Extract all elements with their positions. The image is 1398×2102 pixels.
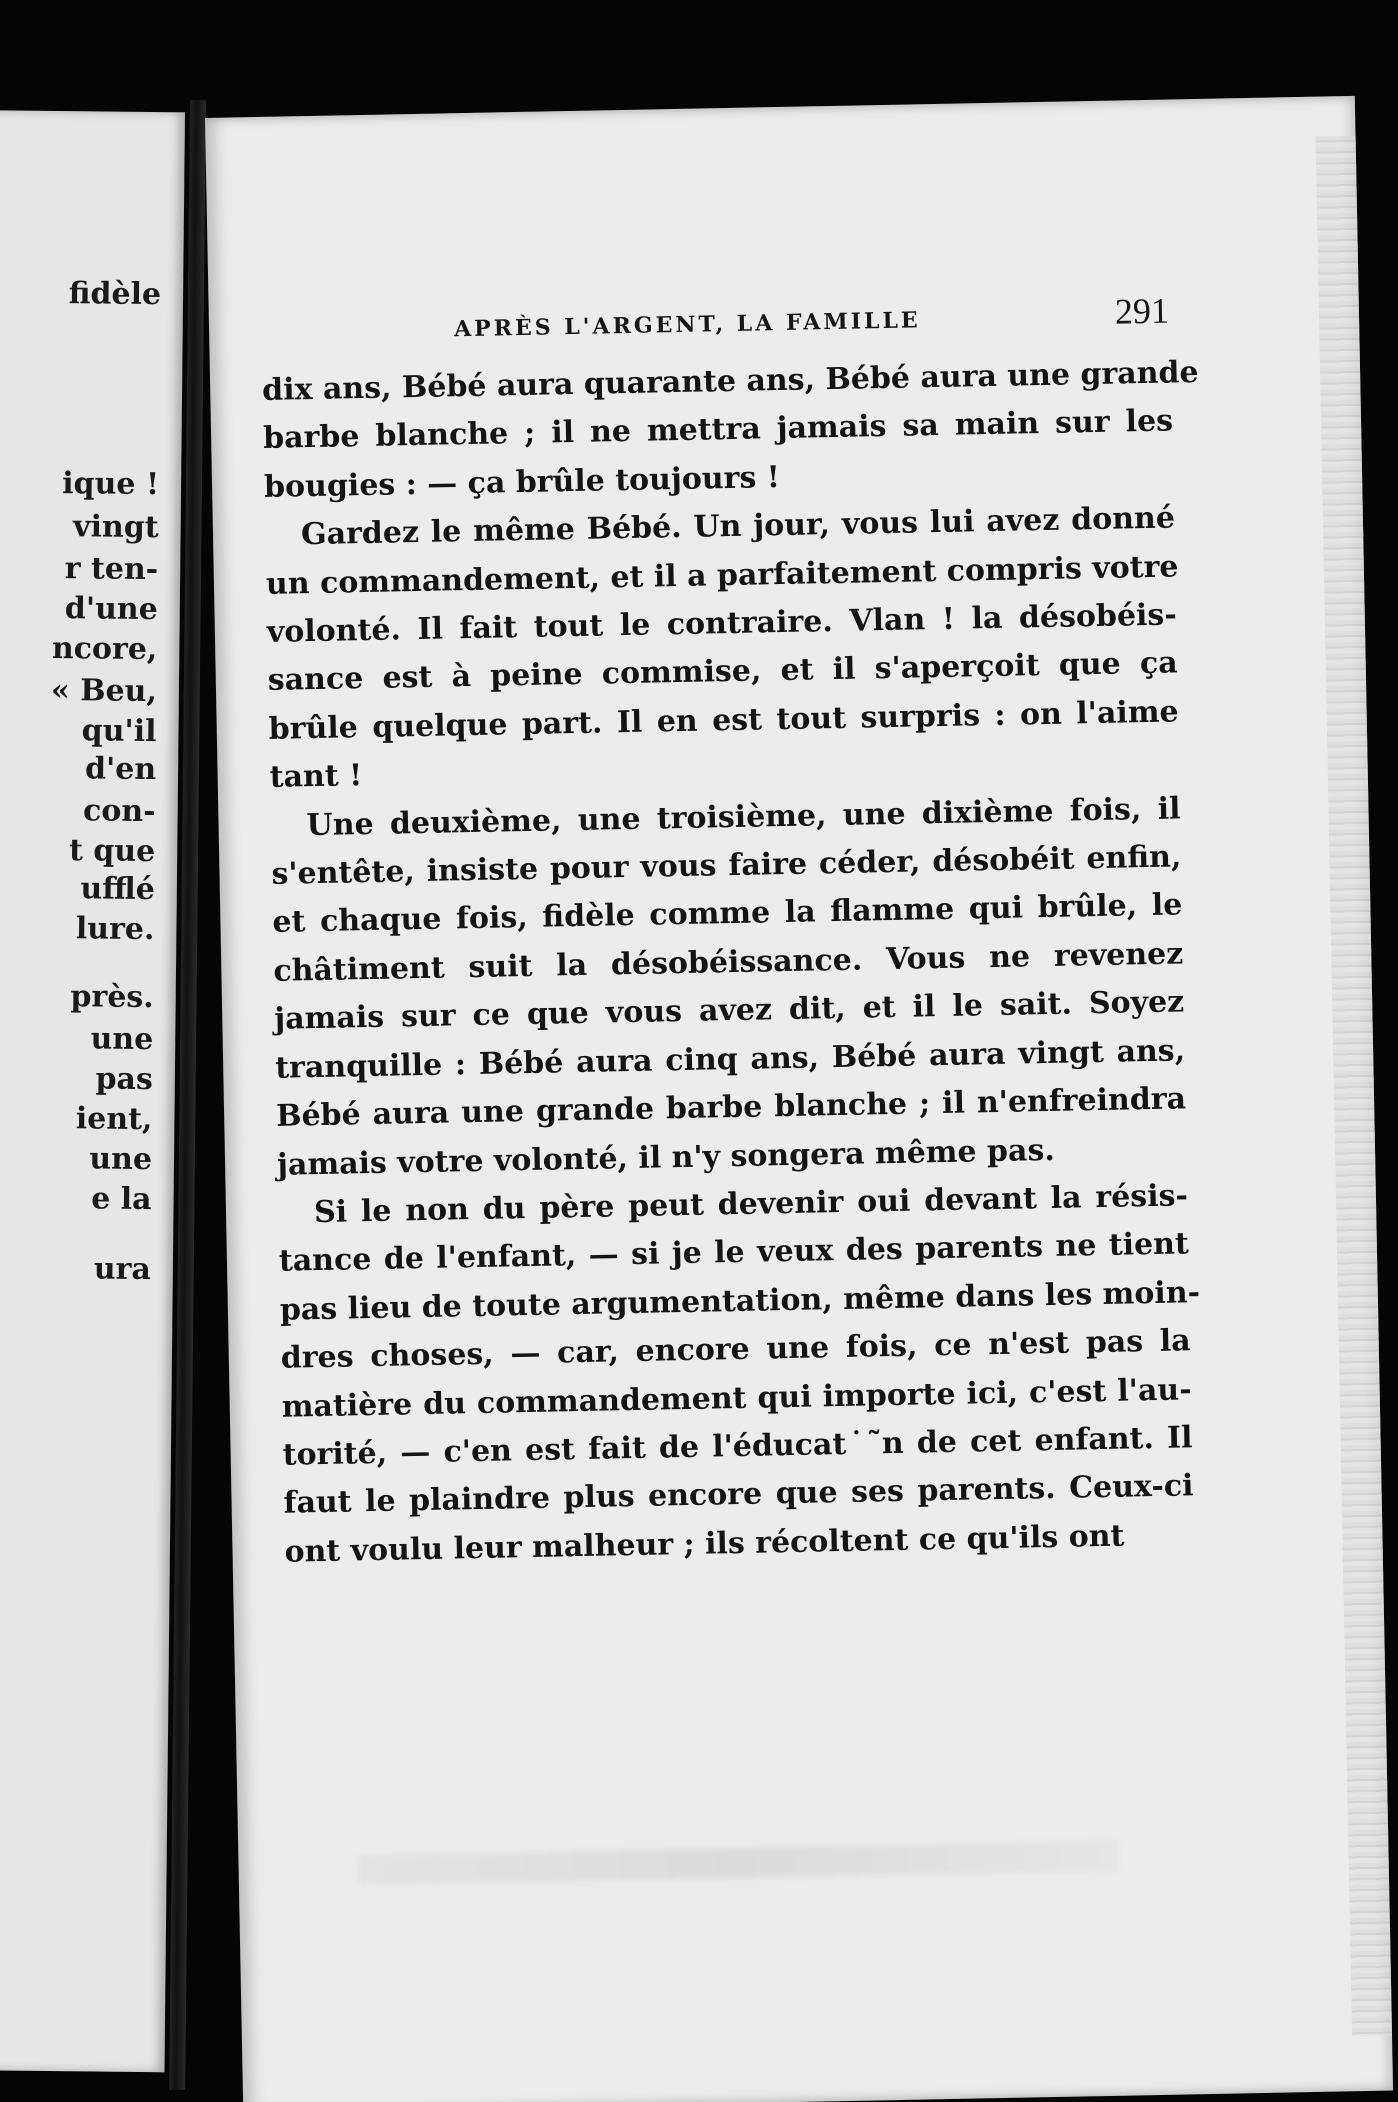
paragraph <box>265 495 1180 803</box>
left-page-line: fidèle <box>68 276 162 313</box>
text-line: jamais sur ce que vous avez dit, et il le sait. Soyez <box>273 984 1185 1038</box>
text-line: torité, — c'en est fait de l'éducat˙˜n de cet enfant. Il <box>282 1420 1193 1473</box>
left-page-line: ique ! <box>62 466 160 503</box>
text-line: Gardez le même Bébé. Un jour, vous lui avez donné <box>300 500 1176 553</box>
book-page <box>205 96 1393 2102</box>
text-line: tranquille : Bébé aura cinq ans, Bébé aura vingt ans, <box>274 1033 1186 1086</box>
left-page-line: ura <box>93 1251 152 1288</box>
text-line: tance de l'enfant, — si je le veux des parents ne tient <box>278 1226 1190 1280</box>
paragraph <box>261 349 1199 512</box>
text-line: matière du commandement qui importe ici, c'est l'au- <box>281 1371 1192 1425</box>
text-line: un commandement, et il a parfaitement compris votre <box>265 549 1179 602</box>
paragraph <box>270 785 1187 1190</box>
left-page-line: une <box>89 1141 153 1178</box>
left-page-line: con- <box>82 793 156 830</box>
left-page-line: ient, <box>75 1101 153 1138</box>
left-page-line: d'une <box>64 591 158 628</box>
bleed-through-shadow <box>358 1841 1118 1886</box>
running-title: APRÈS L'ARGENT, LA FAMILLE <box>453 307 921 343</box>
text-line: bougies : — ça brûle toujours ! <box>263 459 781 505</box>
left-page-line: vingt <box>72 509 159 546</box>
body-text <box>261 349 1201 1576</box>
text-line: dres choses, — car, encore une fois, ce n'est pas la <box>280 1323 1191 1376</box>
left-page-line: t que <box>68 833 156 870</box>
left-page-line: ncore, <box>51 630 158 668</box>
text-line: dix ans, Bébé aura quarante ans, Bébé aura une grande <box>261 354 1199 408</box>
left-page-line: « Beu, <box>50 672 158 710</box>
left-page-line: r ten- <box>64 551 159 588</box>
text-line: s'entête, insiste pour vous faire céder, désobéit enfin, <box>271 839 1182 892</box>
text-line: jamais votre volonté, il n'y songera même pas. <box>276 1132 1056 1183</box>
left-page-line: qu'il <box>81 713 157 750</box>
text-line: faut le plaindre plus encore que ses parents. Ceux-ci <box>283 1468 1194 1522</box>
left-page-line: pas <box>95 1061 154 1098</box>
text-line: volonté. Il fait tout le contraire. Vlan ! la désobéis- <box>266 597 1178 650</box>
text-line: sance est à peine commise, et il s'aperçoit que ça <box>267 645 1178 699</box>
text-line: Bébé aura une grande barbe blanche ; il n'enfreindra <box>275 1081 1187 1134</box>
text-line: pas lieu de toute argumentation, même dans les moin- <box>279 1274 1201 1328</box>
left-page-line: e la <box>91 1181 152 1218</box>
page-header <box>454 290 1170 346</box>
page-edge <box>1316 136 1392 2036</box>
text-line: Si le non du père peut devenir oui devant la résis- <box>313 1178 1189 1231</box>
page-number: 291 <box>1114 290 1170 332</box>
text-line: et chaque fois, fidèle comme la flamme qui brûle, le <box>272 887 1183 941</box>
left-page-line: lure. <box>75 911 155 948</box>
left-page-line: d'en <box>84 751 157 788</box>
left-page-line: une <box>90 1021 154 1058</box>
previous-page-fragment <box>0 110 185 2072</box>
text-line: brûle quelque part. Il en est tout surpris : on l'aime <box>268 694 1179 747</box>
paragraph <box>278 1172 1201 1577</box>
left-page-line: ufflé <box>80 871 156 908</box>
text-line: tant ! <box>269 758 363 796</box>
text-line: Une deuxième, une troisième, une dixième fois, il <box>306 791 1181 843</box>
text-line: ont voulu leur malheur ; ils récoltent ce qu'ils ont <box>284 1518 1125 1570</box>
text-line: châtiment suit la désobéissance. Vous ne revenez <box>273 936 1184 989</box>
text-line: barbe blanche ; il ne mettra jamais sa main sur les <box>262 403 1174 457</box>
left-page-line: près. <box>70 979 154 1016</box>
